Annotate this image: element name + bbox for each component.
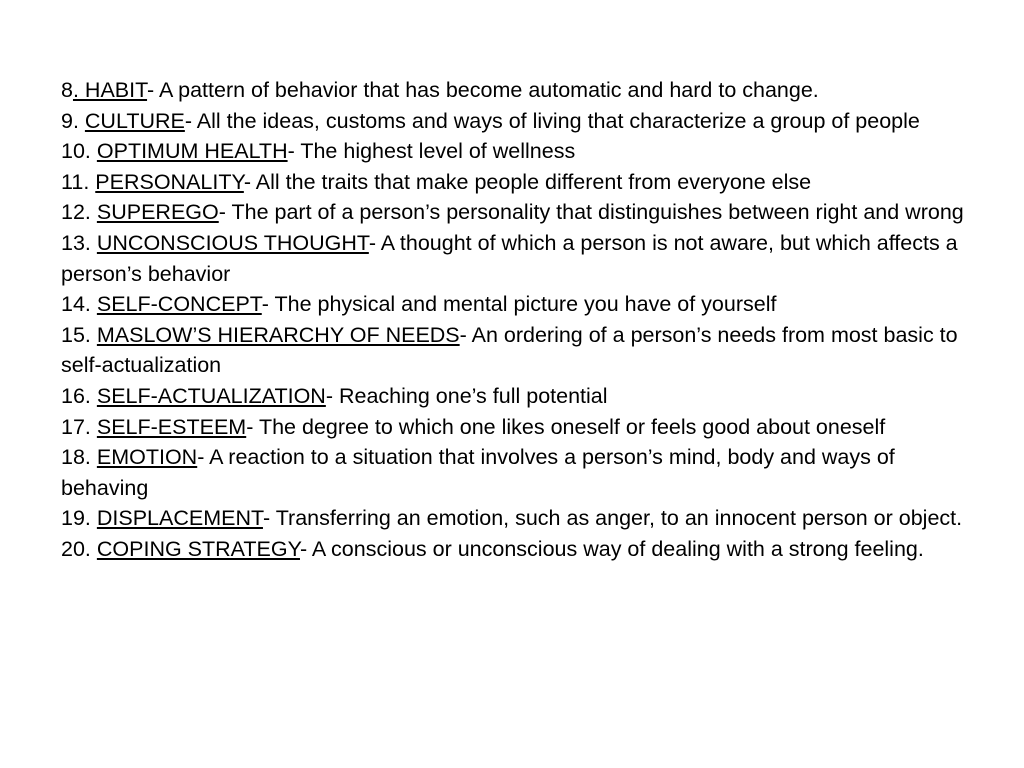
term-definition: - All the ideas, customs and ways of living that characterize a group of people — [184, 108, 920, 133]
term-definition: - The degree to which one likes oneself or feels good about oneself — [246, 414, 886, 439]
vocabulary-entry-18 — [61, 442, 986, 503]
vocabulary-term: EMOTION — [96, 445, 198, 470]
entry-number: 15. — [61, 322, 97, 347]
entry-number: 12. — [61, 200, 97, 225]
entry-number: 8 — [61, 78, 73, 102]
vocabulary-entry-16 — [61, 381, 986, 412]
vocabulary-term: SELF-CONCEPT — [96, 292, 262, 317]
vocabulary-term: OPTIMUM HEALTH — [96, 139, 288, 164]
term-definition: - A reaction to a situation that involves a person’s mind, body and ways of behaving — [61, 445, 895, 500]
term-definition: - All the traits that make people different from everyone else — [243, 169, 812, 194]
term-definition: - A thought of which a person is not aware, but which affects a person’s behavior — [61, 230, 958, 286]
vocabulary-term: MASLOW’S HIERARCHY OF NEEDS — [96, 322, 460, 347]
term-definition: - A pattern of behavior that has become automatic and hard to change. — [147, 78, 819, 102]
term-definition: - The physical and mental picture you have of yourself — [261, 292, 777, 317]
entry-number: 19. — [61, 506, 97, 531]
vocabulary-term: DISPLACEMENT — [96, 506, 263, 531]
term-definition: - The part of a person’s personality that distinguishes between right and wrong — [218, 200, 964, 225]
term-definition: - The highest level of wellness — [287, 139, 576, 164]
entry-number: 16. — [61, 383, 97, 408]
entry-number: 20. — [61, 536, 97, 561]
vocabulary-term: UNCONSCIOUS THOUGHT — [96, 230, 369, 255]
vocabulary-entry-8 — [61, 75, 986, 106]
vocabulary-term: CULTURE — [84, 108, 185, 133]
vocabulary-term: SELF-ESTEEM — [96, 414, 247, 439]
vocabulary-entry-9 — [61, 106, 986, 137]
term-definition: - Reaching one’s full potential — [325, 383, 608, 408]
term-definition: - A conscious or unconscious way of dealing with a strong feeling. — [299, 536, 924, 561]
term-definition: - Transferring an emotion, such as anger, to an innocent person or object. — [262, 506, 963, 531]
vocabulary-term: COPING STRATEGY — [96, 536, 300, 561]
vocabulary-term: SUPEREGO — [96, 200, 219, 225]
vocabulary-entry-10 — [61, 136, 986, 167]
vocabulary-entry-15 — [61, 320, 986, 381]
entry-number: 13. — [61, 230, 97, 255]
vocabulary-term: SELF-ACTUALIZATION — [96, 383, 326, 408]
vocabulary-entry-20 — [61, 534, 986, 565]
vocabulary-entry-19 — [61, 503, 986, 534]
entry-number: 9. — [61, 108, 85, 133]
entry-number: 14. — [61, 292, 97, 317]
vocabulary-entry-14 — [61, 289, 986, 320]
vocabulary-list — [61, 75, 986, 565]
term-definition: - An ordering of a person’s needs from most basic to self-actualization — [61, 322, 958, 378]
vocabulary-entry-17 — [61, 412, 986, 443]
vocabulary-term: PERSONALITY — [95, 169, 244, 194]
entry-number: 11. — [61, 169, 96, 194]
vocabulary-term: . HABIT — [72, 78, 148, 102]
entry-number: 10. — [61, 139, 97, 164]
vocabulary-entry-13 — [61, 228, 986, 289]
vocabulary-entry-11 — [61, 167, 986, 198]
entry-number: 18. — [61, 445, 97, 470]
vocabulary-entry-12 — [61, 197, 986, 228]
entry-number: 17. — [61, 414, 97, 439]
